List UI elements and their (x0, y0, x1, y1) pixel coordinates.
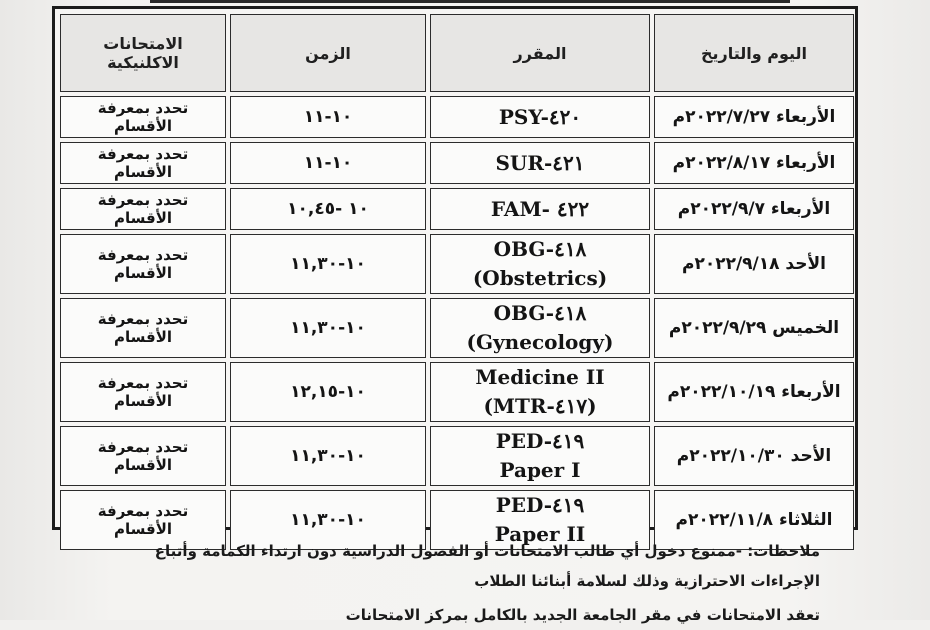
time-cell: ١٠-١١ (230, 142, 426, 184)
clinical-cell: تحدد بمعرفة الأقسام (60, 96, 226, 138)
course-cell (430, 234, 650, 294)
header-time: الزمن (230, 14, 426, 92)
table-row (60, 426, 854, 486)
course-cell (430, 142, 650, 184)
clinical-cell: تحدد بمعرفة الأقسام (60, 362, 226, 422)
clinical-cell: تحدد بمعرفة الأقسام (60, 426, 226, 486)
time-cell: ١٠-١١,٣٠ (230, 426, 426, 486)
table-row (60, 362, 854, 422)
table-row (60, 234, 854, 294)
date-cell: الأربعاء ٢٠٢٢/١٠/١٩م (654, 362, 854, 422)
course-code: FAM- ٤٢٢ (490, 196, 590, 221)
exam-schedule-table (56, 10, 858, 554)
time-cell: ١٠ -١٠,٤٥ (230, 188, 426, 230)
header-date: اليوم والتاريخ (654, 14, 854, 92)
clinical-cell: تحدد بمعرفة الأقسام (60, 188, 226, 230)
course-code: SUR-٤٢١ (495, 150, 585, 175)
course-code: OBG-٤١٨ (493, 237, 587, 261)
date-cell: الأربعاء ٢٠٢٢/٩/٧م (654, 188, 854, 230)
course-cell (430, 298, 650, 358)
course-subtitle: Paper II (494, 522, 586, 546)
table-row (60, 188, 854, 230)
clinical-cell: تحدد بمعرفة الأقسام (60, 234, 226, 294)
header-clinical: الامتحانات الاكلنيكية (60, 14, 226, 92)
course-code: PSY-٤٢٠ (498, 104, 582, 129)
course-code: PED-٤١٩ (495, 493, 585, 517)
course-code: OBG-٤١٨ (493, 301, 587, 325)
date-cell: الأربعاء ٢٠٢٢/٨/١٧م (654, 142, 854, 184)
date-cell: الثلاثاء ٢٠٢٢/١١/٨م (654, 490, 854, 550)
clinical-cell: تحدد بمعرفة الأقسام (60, 298, 226, 358)
top-rule (150, 0, 790, 3)
notes-line-1: ملاحظات: -ممنوع دخول أي طالب الامتحانات أو الفصول الدراسية دون ارتداء الكمامة وأتباع (154, 542, 820, 560)
header-course: المقرر (430, 14, 650, 92)
notes-line-3: تعقد الامتحانات في مقر الجامعة الجديد بالكامل بمركز الامتحانات (345, 606, 820, 624)
date-cell: الخميس ٢٠٢٢/٩/٢٩م (654, 298, 854, 358)
course-subtitle: (MTR-٤١٧) (483, 394, 597, 418)
clinical-cell: تحدد بمعرفة الأقسام (60, 142, 226, 184)
table-row (60, 142, 854, 184)
time-cell: ١٠-١٢,١٥ (230, 362, 426, 422)
notes-line-2: الإجراءات الاحترازية وذلك لسلامة أبنائنا الطلاب (474, 572, 820, 590)
course-code: Medicine II (475, 365, 605, 389)
table-row (60, 96, 854, 138)
course-cell (430, 188, 650, 230)
table-row (60, 298, 854, 358)
date-cell: الأحد ٢٠٢٢/٩/١٨م (654, 234, 854, 294)
time-cell: ١٠-١١,٣٠ (230, 298, 426, 358)
header-row (60, 14, 854, 92)
course-subtitle: Paper I (499, 458, 581, 482)
course-subtitle: (Gynecology) (466, 330, 614, 354)
course-subtitle: (Obstetrics) (472, 266, 608, 290)
course-cell (430, 426, 650, 486)
notes-block (60, 536, 820, 630)
date-cell: الأحد ٢٠٢٢/١٠/٣٠م (654, 426, 854, 486)
date-cell: الأربعاء ٢٠٢٢/٧/٢٧م (654, 96, 854, 138)
clinical-cell: تحدد بمعرفة الأقسام (60, 490, 226, 550)
course-cell (430, 362, 650, 422)
time-cell: ١٠-١١,٣٠ (230, 234, 426, 294)
time-cell: ١٠-١١,٣٠ (230, 490, 426, 550)
time-cell: ١٠-١١ (230, 96, 426, 138)
course-code: PED-٤١٩ (495, 429, 585, 453)
course-cell (430, 96, 650, 138)
